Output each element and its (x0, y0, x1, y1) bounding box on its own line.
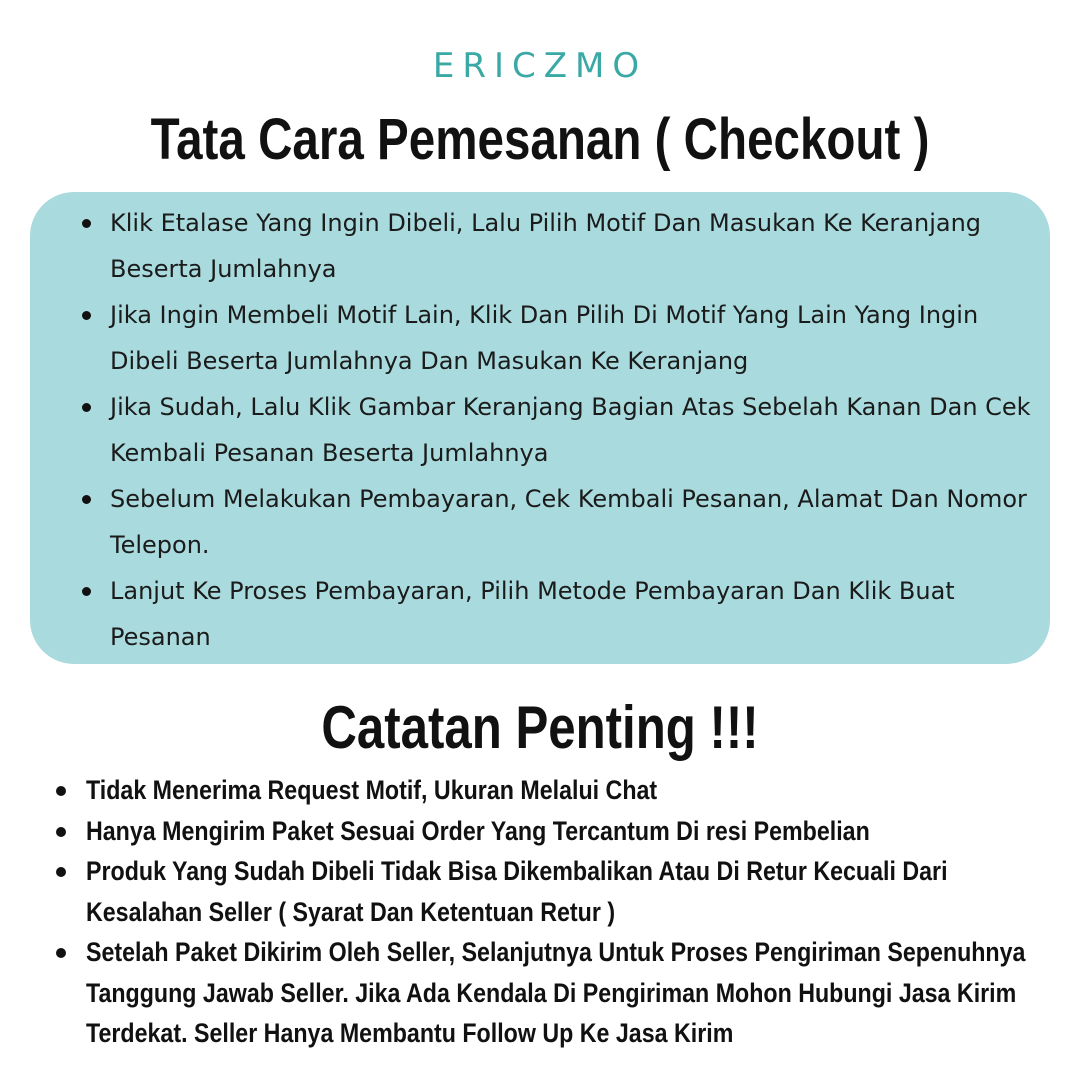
step-item (82, 200, 1040, 292)
bullet-icon (82, 219, 91, 228)
bullet-icon (56, 786, 66, 796)
checkout-steps-list (82, 200, 1031, 660)
note-item (56, 811, 1056, 852)
note-text: Produk Yang Sudah Dibeli Tidak Bisa Dikembalikan Atau Di Retur Kecuali Dari Kesalahan Seller ( Syarat Dan Ketentuan Retur ) (86, 856, 948, 927)
step-item (82, 568, 1040, 660)
notes-title: Catatan Penting !!! (321, 694, 759, 761)
step-item (82, 476, 1040, 568)
step-text: Lanjut Ke Proses Pembayaran, Pilih Metode Pembayaran Dan Klik Buat Pesanan (110, 577, 955, 651)
bullet-icon (56, 948, 66, 958)
note-item (56, 770, 1056, 811)
step-item (82, 384, 1040, 476)
note-text: Hanya Mengirim Paket Sesuai Order Yang Tercantum Di resi Pembelian (86, 815, 870, 846)
bullet-icon (82, 587, 91, 596)
step-text: Jika Sudah, Lalu Klik Gambar Keranjang Bagian Atas Sebelah Kanan Dan Cek Kembali Pesanan Beserta Jumlahnya (110, 393, 1031, 467)
bullet-icon (82, 311, 91, 320)
bullet-icon (82, 495, 91, 504)
bullet-icon (56, 827, 66, 837)
bullet-icon (82, 403, 91, 412)
brand-logo: ERICZMO (432, 46, 648, 86)
checkout-steps-panel (30, 192, 1050, 664)
note-text: Setelah Paket Dikirim Oleh Seller, Selanjutnya Untuk Proses Pengiriman Sepenuhnya Tanggung Jawab Seller. Jika Ada Kendala Di Pengiriman Mohon Hubungi Jasa Kirim Terdekat. Seller Hanya Membantu Follow Up Ke Jasa Kirim (86, 937, 1026, 1048)
note-item (56, 851, 1056, 932)
step-text: Jika Ingin Membeli Motif Lain, Klik Dan Pilih Di Motif Yang Lain Yang Ingin Dibeli Beserta Jumlahnya Dan Masukan Ke Keranjang (110, 301, 979, 375)
note-item (56, 932, 1056, 1054)
page-title: Tata Cara Pemesanan ( Checkout ) (150, 107, 930, 172)
step-text: Sebelum Melakukan Pembayaran, Cek Kembali Pesanan, Alamat Dan Nomor Telepon. (110, 485, 1027, 559)
notes-list (56, 770, 1056, 1054)
bullet-icon (56, 867, 66, 877)
step-item (82, 292, 1040, 384)
step-text: Klik Etalase Yang Ingin Dibeli, Lalu Pilih Motif Dan Masukan Ke Keranjang Beserta Jumlahnya (110, 209, 982, 283)
note-text: Tidak Menerima Request Motif, Ukuran Melalui Chat (86, 775, 658, 805)
